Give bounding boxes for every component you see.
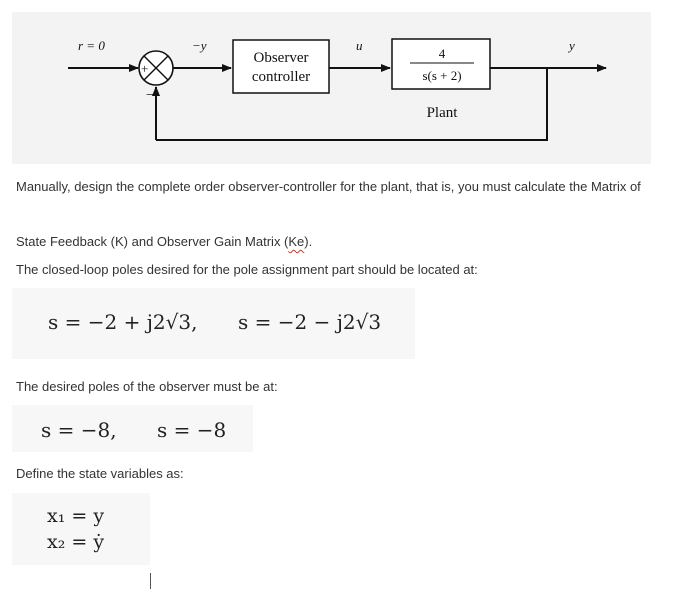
block-diagram [12, 12, 651, 164]
controller-label-line2: controller [251, 69, 311, 85]
plant-numerator: 4 [438, 46, 446, 61]
observer-pole-equation-2: s = −8 [157, 418, 227, 442]
observer-pole-equation-1: s = −8, [41, 418, 117, 442]
closed-loop-poles-box [12, 288, 415, 359]
ke-term: Ke [288, 234, 305, 249]
instruction-paragraph: Manually, design the complete order observer-controller for the plant, that is, you must calculate the Matrix of [16, 179, 641, 194]
reference-label: r = 0 [78, 38, 105, 53]
feedback-signal-label: −y [192, 38, 207, 53]
pole-equation-1: s = −2 + j2√3, [48, 310, 198, 334]
block-diagram-svg [12, 12, 651, 164]
feedback-gain-line [16, 232, 312, 251]
sum-minus-sign: − [146, 88, 154, 103]
text-cursor [150, 573, 151, 589]
state-equation-1: x₁ = y [47, 505, 105, 527]
controller-label-line1: Observer [253, 50, 309, 66]
closed-loop-poles-text: The closed-loop poles desired for the pole assignment part should be located at: [16, 262, 478, 277]
state-equation-2: x₂ = ẏ [47, 531, 105, 553]
feedback-gain-prefix: State Feedback (K) and Observer Gain Matrix ( [16, 234, 289, 249]
state-variables-box [12, 493, 150, 565]
state-variables-text: Define the state variables as: [16, 466, 184, 481]
observer-controller-block [233, 40, 329, 93]
observer-poles-box [12, 405, 253, 452]
observer-poles-text: The desired poles of the observer must be at: [16, 379, 278, 394]
plant-label: Plant [426, 105, 458, 121]
sum-plus-sign: + [141, 61, 149, 76]
output-label: y [569, 38, 575, 53]
control-signal-label: u [356, 38, 363, 53]
feedback-gain-suffix: ). [304, 234, 313, 249]
pole-equation-2: s = −2 − j2√3 [238, 310, 382, 334]
plant-denominator: s(s + 2) [422, 68, 462, 83]
